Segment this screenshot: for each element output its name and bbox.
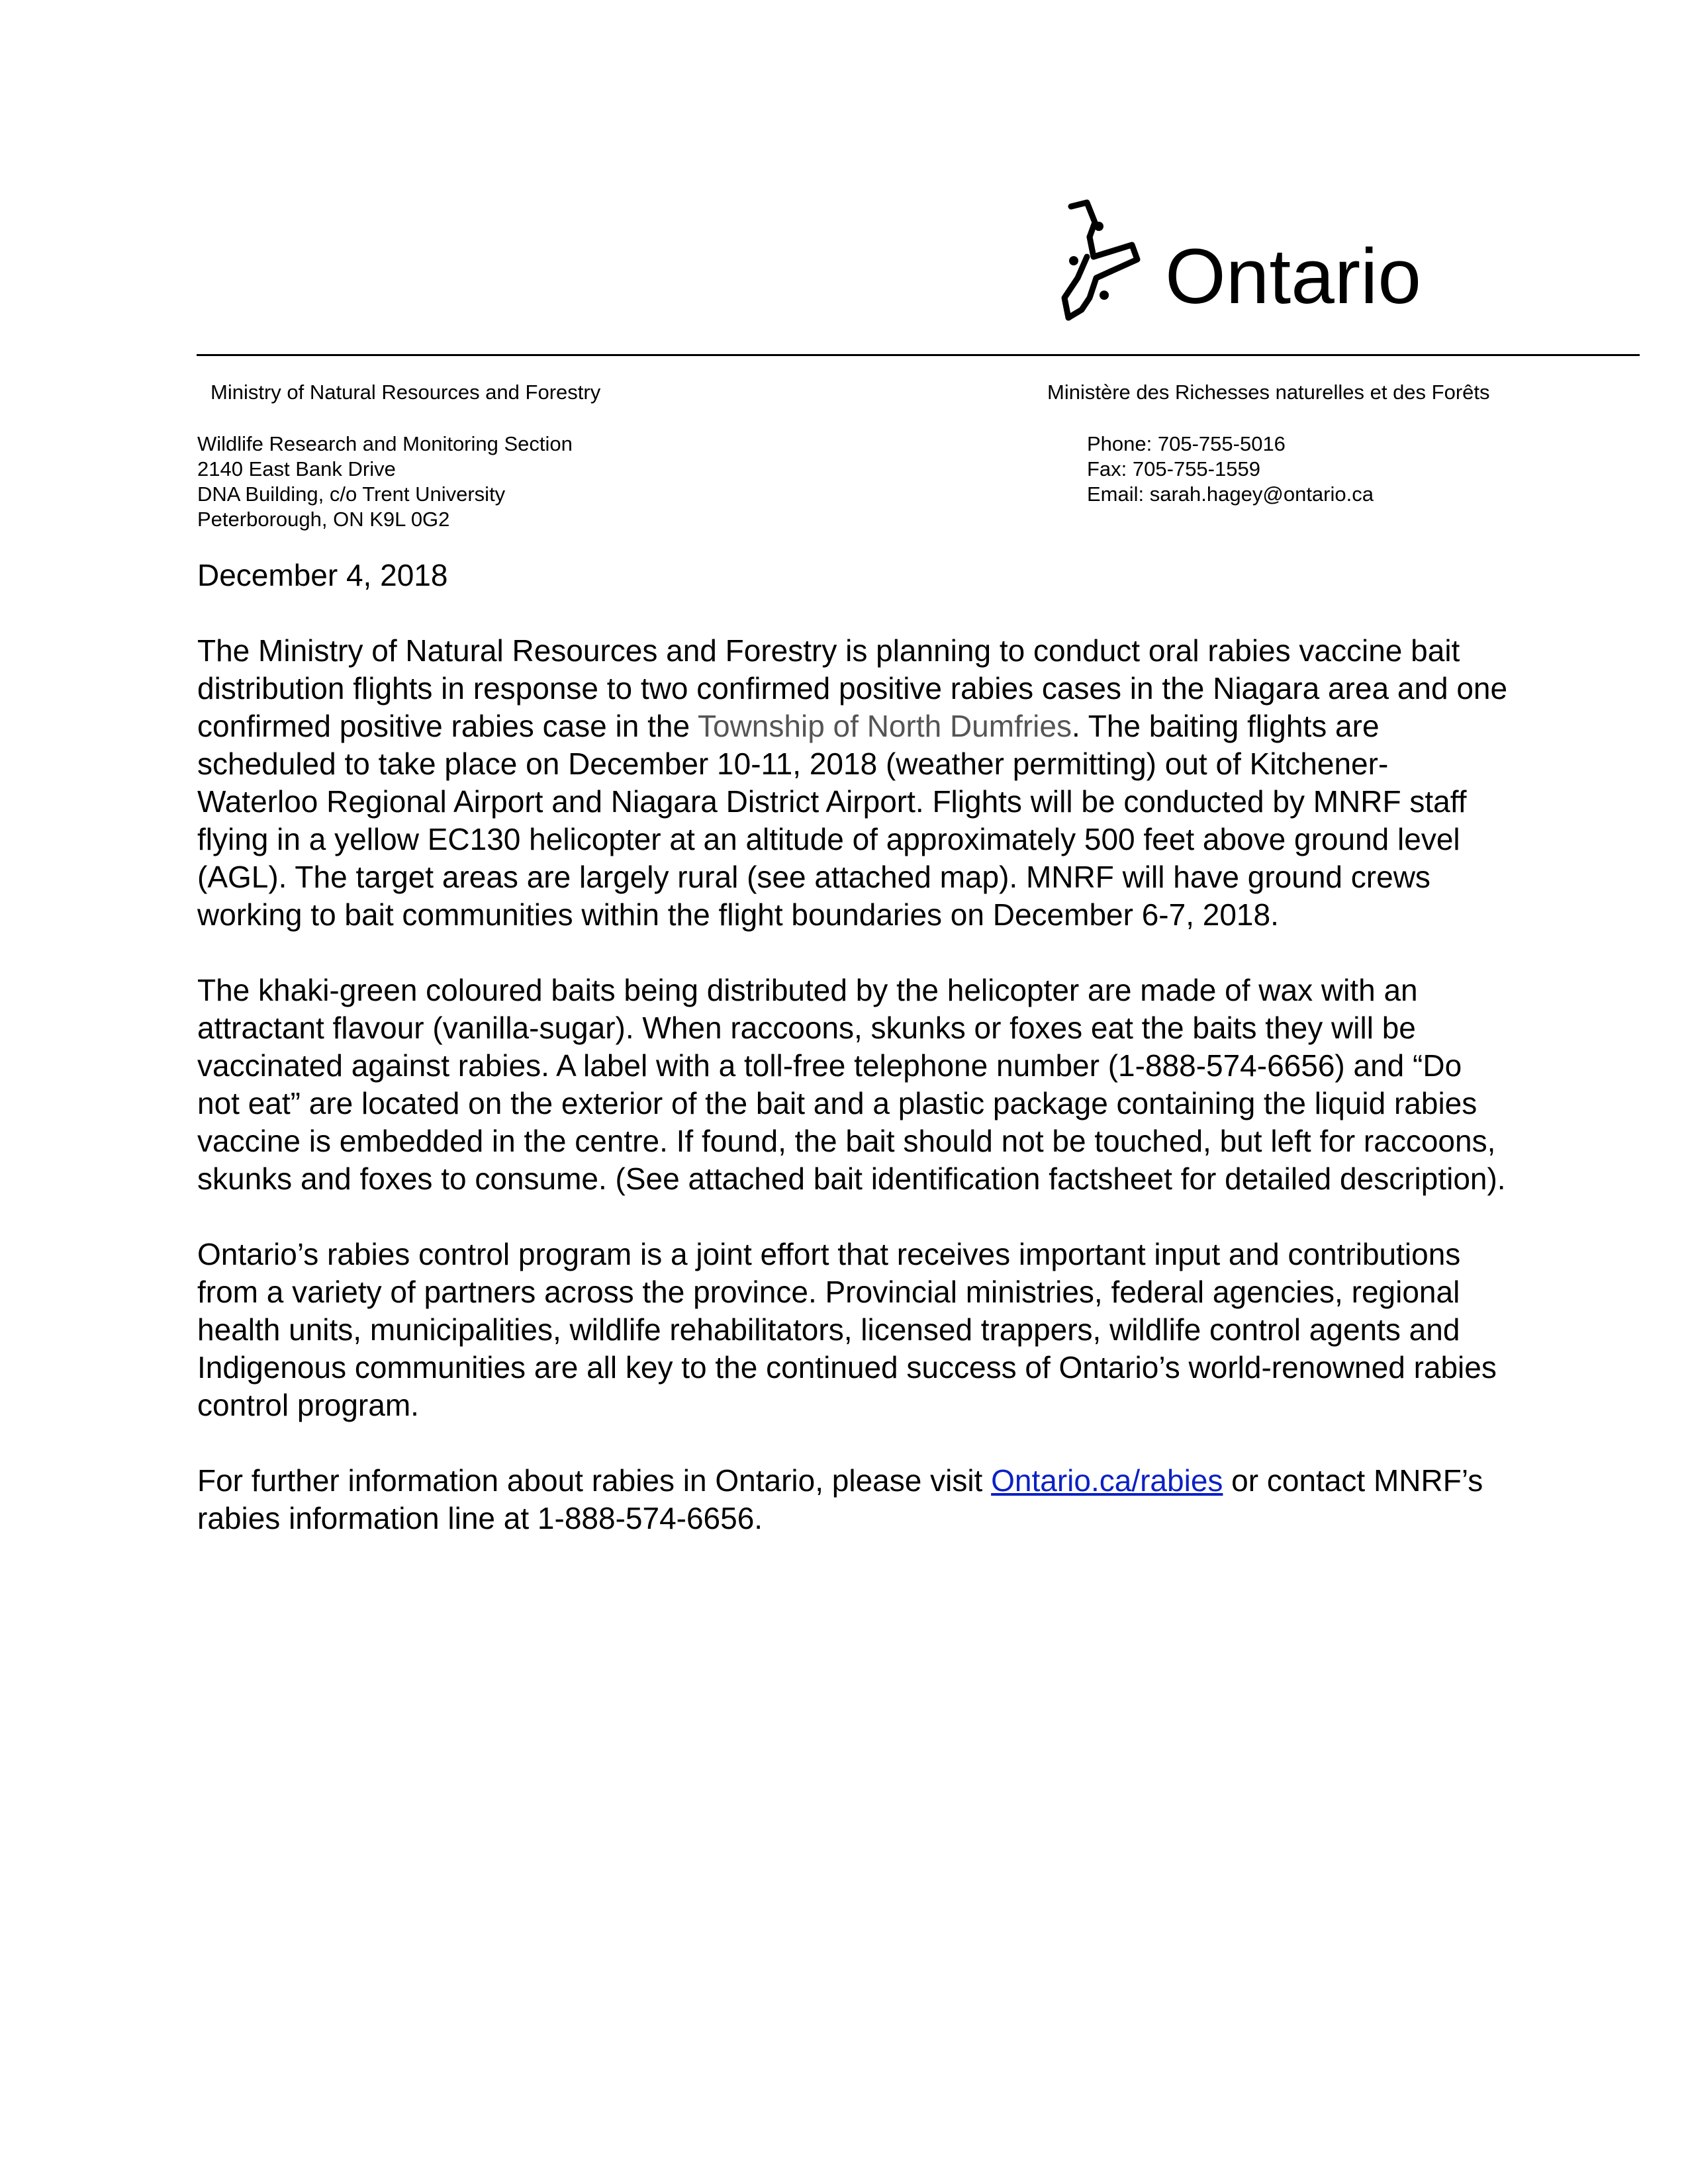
logo-wordmark: Ontario (1165, 233, 1421, 320)
contact-email: Email: sarah.hagey@ontario.ca (1087, 482, 1374, 506)
sender-address (197, 432, 573, 532)
ontario-trillium-icon (1053, 199, 1423, 331)
contact-fax: Fax: 705-755-1559 (1087, 457, 1260, 480)
paragraph-baits: The khaki-green coloured baits being distributed by the helicopter are made of wax with an attractant flavour (vanilla-sugar). When raccoons, skunks or foxes eat the baits they will be vaccinated against rabies. A label with a toll-free telephone number (1-888-574-6656) and “Do not eat” are located on the exterior of the bait and a plastic package containing the liquid rabies vaccine is embedded in the centre. If found, the bait should not be touched, but left for raccoons, skunks and foxes to consume. (See attached bait identification factsheet for detailed description). (197, 973, 1506, 1196)
letter-body (197, 632, 1508, 1575)
address-line-street: 2140 East Bank Drive (197, 457, 396, 480)
address-line-section: Wildlife Research and Monitoring Section (197, 432, 573, 455)
paragraph-program: Ontario’s rabies control program is a joint effort that receives important input and contributions from a variety of partners across the province. Provincial ministries, federal agencies, regional health units, municipalities, wildlife rehabilitators, licensed trappers, wildlife control agents and Indigenous communities are all key to the continued success of Ontario’s world-renowned rabies control program. (197, 1237, 1497, 1422)
header-divider (197, 354, 1640, 356)
ministry-name-english: Ministry of Natural Resources and Forestry (211, 381, 601, 404)
address-line-building: DNA Building, c/o Trent University (197, 482, 506, 506)
paragraph-flights (197, 632, 1508, 934)
contact-info (1087, 432, 1374, 507)
paragraph-flights-intro: The Ministry of Natural Resources and Forestry is planning to conduct oral rabies vaccine bait distribution flights in response to two confirmed positive rabies cases in the Niagara area and one confirmed positive rabies case in the (197, 633, 1508, 743)
paragraph-contact-intro: For further information about rabies in Ontario, please visit (197, 1463, 992, 1498)
place-name: Township of North Dumfries (698, 709, 1072, 743)
ontario-logo (1053, 199, 1423, 331)
address-line-city: Peterborough, ON K9L 0G2 (197, 508, 450, 531)
contact-phone: Phone: 705-755-5016 (1087, 432, 1286, 455)
paragraph-contact-phone: or contact MNRF’s rabies information line at 1-888-574-6656. (197, 1463, 1483, 1535)
paragraph-contact (197, 1462, 1508, 1537)
rabies-website-link[interactable]: Ontario.ca/rabies (991, 1463, 1223, 1498)
ministry-name-french: Ministère des Richesses naturelles et des Forêts (1047, 381, 1490, 404)
letter-date: December 4, 2018 (197, 558, 448, 592)
paragraph-flights-details: . The baiting flights are scheduled to take place on December 10-11, 2018 (weather permitting) out of Kitchener-Waterloo Regional Airport and Niagara District Airport. Flights will be conducted by MNRF staff flying in a yellow EC130 helicopter at an altitude of approximately 500 feet above ground level (AGL). The target areas are largely rural (see attached map). MNRF will have ground crews working to bait communities within the flight boundaries on December 6-7, 2018. (197, 709, 1467, 932)
